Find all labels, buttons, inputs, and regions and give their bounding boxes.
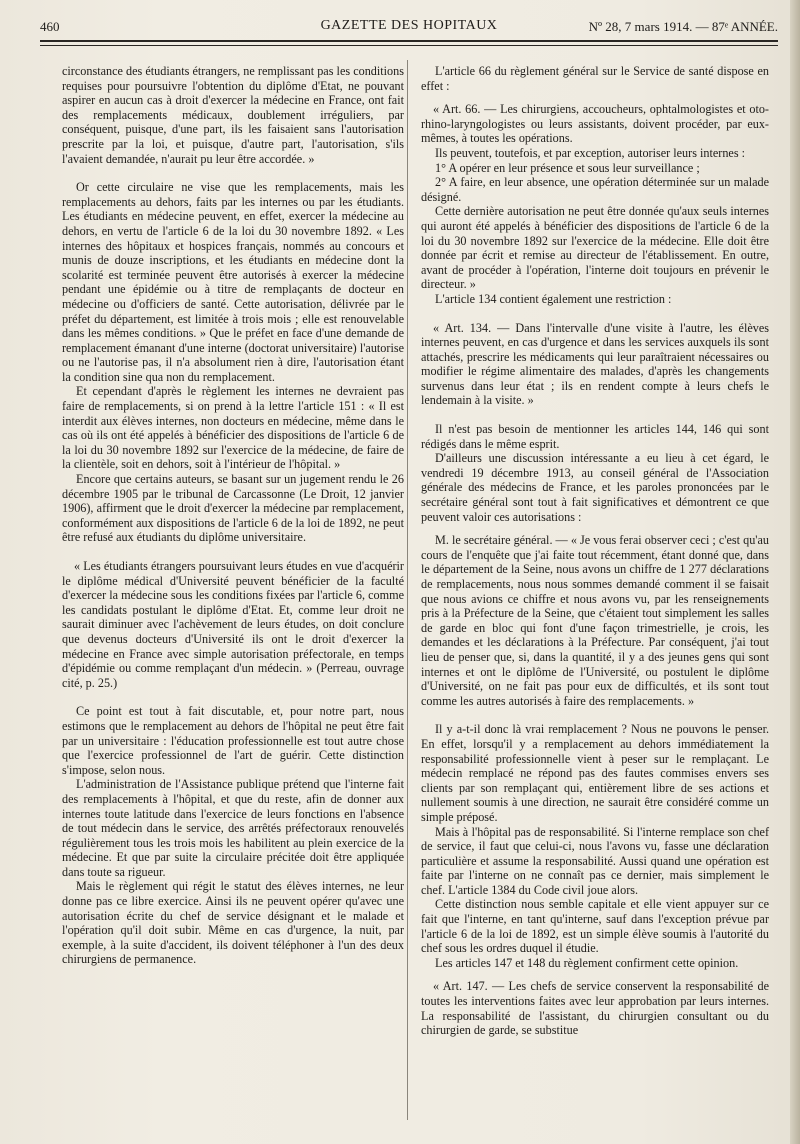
header-rule-thin bbox=[40, 45, 778, 46]
paragraph: Il n'est pas besoin de mentionner les articles 144, 146 qui sont rédigés dans le même esprit. bbox=[421, 422, 769, 451]
paragraph: Il y a-t-il donc là vrai remplacement ? Nous ne pouvons le penser. En effet, lorsqu'il y a remplacement au dehors immédiatement la responsabilité professionnelle vient à peser sur le remplaçant. Le médecin remplacé ne répond pas des fautes commises envers ses clients par son remplaçant qui, entièrement libre de ses actions et nullement soumis à une direction, ne saurait être considéré comme un simple préposé. bbox=[421, 722, 769, 824]
paragraph: D'ailleurs une discussion intéressante a eu lieu à cet égard, le vendredi 19 décembre 1913, au conseil général de l'Association générale des médecins de France, et les paroles prononcées par le secrétaire général sont tout à fait significatives et démontrent ce que peuvent valoir ces autorisations : bbox=[421, 451, 769, 524]
paragraph: Mais à l'hôpital pas de responsabilité. Si l'interne remplace son chef de service, il faut que celui-ci, nous l'avons vu, fasse une déclaration particulière et assume la responsabilité. Aussi quand une opération est faite par l'interne on ne connaît pas ce dernier, mais simplement le chef. L'article 1384 du Code civil joue alors. bbox=[421, 824, 769, 897]
issue-info: Nº 28, 7 mars 1914. — 87ᵉ ANNÉE. bbox=[588, 19, 778, 34]
page-edge bbox=[790, 0, 800, 1144]
paragraph: Ce point est tout à fait discutable, et, pour notre part, nous estimons que le remplacement au dehors de l'hôpital ne peut être fait par un universitaire : l'éducation professionnelle est tout autre chose que l'exercice professionnel de l'art de guérir. Cette distinction s'impose, selon nous. bbox=[62, 704, 404, 777]
paragraph: « Art. 134. — Dans l'intervalle d'une visite à l'autre, les élèves internes peuvent, en cas d'urgence et dans les services auxquels ils sont attachés, prescrire les médicaments qui leur paraîtraient nécessaires ou modifier le régime alimentaire des malades, d'après les changements survenus dans leur état ; ils en rendent compte à leurs chefs le lendemain à la visite. » bbox=[421, 320, 769, 408]
paragraph: Les articles 147 et 148 du règlement confirment cette opinion. bbox=[435, 955, 739, 970]
left-column bbox=[62, 64, 404, 967]
right-column bbox=[421, 64, 769, 1038]
paragraph: Et cependant d'après le règlement les internes ne devraient pas faire de remplacements, si on prend à la lettre l'article 151 : « Il est interdit aux élèves internes, non docteurs en médecine, même dans le cas où ils ont été appelés à bénéficier des dispositions de l'article 6 de la loi du 30 novembre 1892 sur l'exercice de la médecine, de faire de la clientèle, soit en dehors, soit à l'intérieur de l'hôpital. » bbox=[62, 384, 404, 472]
paragraph: L'article 134 contient également une restriction : bbox=[435, 291, 672, 306]
page-number: 460 bbox=[40, 19, 60, 34]
list-item: 2° A faire, en leur absence, une opération déterminée sur un malade désigné. bbox=[421, 175, 769, 204]
paragraph: Ils peuvent, toutefois, et par exception, autoriser leurs internes : bbox=[435, 145, 746, 160]
list-item: 1° A opérer en leur présence et sous leur surveillance ; bbox=[435, 160, 700, 175]
paragraph: circonstance des étudiants étrangers, ne remplissant pas les conditions requises pour poursuivre l'obtention du diplôme d'Etat, ne pouvant aspirer en aucun cas à droit d'exercer la médecine en France, ont fait des remplacements médicaux, doublement irréguliers, par conséquent, puisque, d'une part, ils les faisaient sans l'autorisation prescrite par la loi, et puisque, d'autre part, l'autorisation, s'ils l'avaient demandée, n'aurait pu leur être accordée. » bbox=[62, 64, 404, 166]
page-header bbox=[40, 16, 778, 38]
paragraph: Mais le règlement qui régit le statut des élèves internes, ne leur donne pas ce libre exercice. Ainsi ils ne peuvent opérer qu'avec une autorisation écrite du chef de service désignant et le malade et l'opération qu'il doit subir. Même en cas d'urgence, la nuit, par exemple, à la suite d'accident, ils doivent téléphoner à l'un des deux chirurgiens de permanence. bbox=[62, 879, 404, 967]
header-rule-thick bbox=[40, 40, 778, 42]
paragraph: « Les étudiants étrangers poursuivant leurs études en vue d'acquérir le diplôme médical d'Université peuvent bénéficier de la faculté d'exercer la médecine sous les conditions fixées par l'article 6, comme les candidats postulant le diplôme d'Etat. Et, comme leur droit ne saurait diminuer avec l'achèvement de leurs études, on doit conclure que devenus docteurs d'Université ils ont le droit d'exercer la médecine en France avec simple autorisation préfectorale, en temps d'épidémie ou comme remplaçant d'un médecin. » (Perreau, ouvrage cité, p. 25.) bbox=[62, 559, 404, 690]
paragraph: « Art. 66. — Les chirurgiens, accoucheurs, ophtalmologistes et oto-rhino-laryngologistes ou leurs assistants, doivent procéder, par eux-mêmes, à toutes les opérations. bbox=[421, 102, 769, 146]
paragraph: Encore que certains auteurs, se basant sur un jugement rendu le 26 décembre 1905 par le tribunal de Carcassonne (Le Droit, 12 janvier 1906), affirment que le droit d'exercer la médecine par remplacement, conformément aux dispositions de l'article 6 de la loi de 1892, ne peut être refusé aux étudiants du diplôme universitaire. bbox=[62, 472, 404, 545]
paragraph: Or cette circulaire ne vise que les remplacements, mais les remplacements au dehors, faits par les internes ou par les étudiants. Les étudiants en médecine peuvent, en effet, exercer la médecine au dehors, en vertu de l'article 6 de la loi du 30 novembre 1892. « Les internes des hôpitaux et hospices français, nommés au concours et munis de douze inscriptions, et les étudiants en médecine dont la scolarité est terminée peuvent être autorisés à exercer la médecine pendant une épidémie ou à titre de remplaçants de docteur en médecine ou d'officiers de santé. Cette autorisation, délivrée par le préfet du département, est limitée à trois mois ; elle est renouvelable dans les mêmes conditions. » Que le préfet en face d'une demande de remplacement émanant d'une interne (doctorat universitaire) l'autorise ou ne l'autorise pas, il n'a absolument rien à dire, l'autorisation étant la condition sine qua non du remplacement. bbox=[62, 180, 404, 384]
paragraph: L'article 66 du règlement général sur le Service de santé dispose en effet : bbox=[421, 64, 769, 93]
paragraph: M. le secrétaire général. — « Je vous ferai observer ceci ; c'est qu'au cours de l'enquête que j'ai faite tout récemment, étant donné que, dans le département de la Seine, nous avons un chiffre de 1 277 déclarations de remplacements, nous nous sommes demandé comment il se faisait que nous avions ce chiffre et nous avons vu, par les renseignements pris à la Préfecture de la Seine, que c'étaient tout simplement les salles de garde en bloc qui font d'une façon trimestrielle, je crois, les demandes et les déclarations à la Préfecture. Par conséquent, j'ai tout lieu de penser que, si, dans la quantité, il y a des jeunes gens qui sont internes et ont le diplôme de l'Université, ou postulent le diplôme d'Université, on ne fait pas pour eux de difficultés, et ils sont tout comme les autres autorisés à faire des remplacements. » bbox=[421, 533, 769, 708]
column-divider bbox=[407, 60, 408, 1120]
paragraph: Cette dernière autorisation ne peut être donnée qu'aux seuls internes qui auront été appelés à bénéficier des dispositions de l'article 6 de la loi du 30 novembre 1892 sur l'exercice de la médecine. Elle doit être donnée par écrit et remise au directeur de l'établissement. En outre, avant de procéder à l'opération, l'interne doit toujours en prévenir le directeur. » bbox=[421, 204, 769, 292]
paragraph: « Art. 147. — Les chefs de service conservent la responsabilité de toutes les interventions faites avec leur approbation par leurs internes. La responsabilité de l'assistant, du chirurgien consultant ou du chirurgien de garde, se substitue bbox=[421, 979, 769, 1038]
paragraph: Cette distinction nous semble capitale et elle vient appuyer sur ce fait que l'interne, en tant qu'interne, sauf dans l'exception prévue par l'article 6 de la loi de 1892, est un simple élève soumis à l'autorité du chef sous les ordres duquel il étudie. bbox=[421, 897, 769, 956]
paragraph: L'administration de l'Assistance publique prétend que l'interne fait des remplacements à l'hôpital, et que du reste, afin de donner aux internes toute latitude dans l'exercice de leurs fonctions en l'absence de tout médecin dans le service, des arrêtés préfectoraux renouvelés régulièrement tous les trois mois les habilitent au plein exercice de la médecine. Et que par suite la circulaire précitée doit être appliquée dans toute sa rigueur. bbox=[62, 777, 404, 879]
journal-title: GAZETTE DES HOPITAUX bbox=[320, 18, 498, 33]
